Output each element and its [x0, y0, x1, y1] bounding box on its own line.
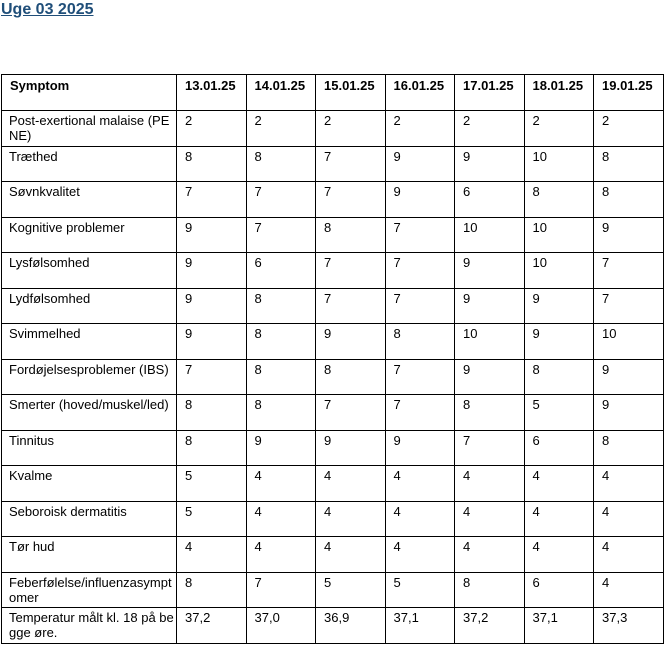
score-cell: 10	[455, 217, 525, 253]
score-cell: 7	[246, 572, 316, 608]
score-cell: 5	[385, 572, 455, 608]
table-row	[2, 430, 664, 466]
score-cell: 7	[246, 217, 316, 253]
score-cell: 9	[177, 253, 247, 289]
score-cell: 6	[524, 430, 594, 466]
symptom-name-cell: Seboroisk dermatitis	[2, 501, 177, 537]
score-cell: 8	[246, 324, 316, 360]
header-date: 19.01.25	[594, 75, 664, 111]
score-cell: 36,9	[316, 608, 386, 644]
symptom-name-cell: Træthed	[2, 146, 177, 182]
symptom-name-cell: Temperatur målt kl. 18 på begge øre.	[2, 608, 177, 644]
score-cell: 10	[455, 324, 525, 360]
score-cell: 37,1	[385, 608, 455, 644]
table-row	[2, 395, 664, 431]
score-cell: 9	[385, 146, 455, 182]
score-cell: 7	[316, 288, 386, 324]
score-cell: 4	[455, 537, 525, 573]
table-body	[2, 111, 664, 644]
score-cell: 8	[524, 359, 594, 395]
score-cell: 4	[455, 501, 525, 537]
table-row	[2, 608, 664, 644]
symptom-name-cell: Kognitive problemer	[2, 217, 177, 253]
score-cell: 8	[177, 572, 247, 608]
score-cell: 2	[594, 111, 664, 147]
score-cell: 9	[594, 395, 664, 431]
symptom-name-cell: Kvalme	[2, 466, 177, 502]
table-row	[2, 466, 664, 502]
week-title: Uge 03 2025	[1, 1, 94, 18]
score-cell: 9	[524, 288, 594, 324]
score-cell: 2	[246, 111, 316, 147]
table-row	[2, 111, 664, 147]
table-row	[2, 217, 664, 253]
symptom-name-cell: Lydfølsomhed	[2, 288, 177, 324]
score-cell: 37,2	[177, 608, 247, 644]
score-cell: 9	[316, 430, 386, 466]
score-cell: 6	[455, 182, 525, 218]
score-cell: 4	[246, 537, 316, 573]
score-cell: 8	[246, 359, 316, 395]
score-cell: 9	[246, 430, 316, 466]
score-cell: 8	[316, 217, 386, 253]
score-cell: 4	[594, 537, 664, 573]
score-cell: 8	[594, 430, 664, 466]
score-cell: 7	[594, 288, 664, 324]
score-cell: 9	[455, 146, 525, 182]
score-cell: 7	[385, 253, 455, 289]
score-cell: 8	[316, 359, 386, 395]
score-cell: 4	[524, 537, 594, 573]
score-cell: 8	[594, 146, 664, 182]
score-cell: 7	[385, 288, 455, 324]
score-cell: 8	[177, 395, 247, 431]
score-cell: 7	[385, 217, 455, 253]
score-cell: 10	[524, 217, 594, 253]
table-header-row	[2, 75, 664, 111]
score-cell: 4	[385, 501, 455, 537]
header-date: 15.01.25	[316, 75, 386, 111]
score-cell: 8	[177, 146, 247, 182]
score-cell: 7	[385, 395, 455, 431]
score-cell: 8	[385, 324, 455, 360]
score-cell: 4	[385, 537, 455, 573]
score-cell: 5	[524, 395, 594, 431]
table-row	[2, 359, 664, 395]
symptom-name-cell: Post-exertional malaise (PENE)	[2, 111, 177, 147]
symptom-name-cell: Tinnitus	[2, 430, 177, 466]
score-cell: 7	[594, 253, 664, 289]
score-cell: 4	[524, 501, 594, 537]
score-cell: 7	[316, 395, 386, 431]
score-cell: 4	[594, 501, 664, 537]
header-date: 18.01.25	[524, 75, 594, 111]
table-row	[2, 537, 664, 573]
score-cell: 6	[246, 253, 316, 289]
score-cell: 7	[177, 182, 247, 218]
symptom-name-cell: Tør hud	[2, 537, 177, 573]
table-row	[2, 288, 664, 324]
score-cell: 10	[594, 324, 664, 360]
score-cell: 8	[455, 572, 525, 608]
score-cell: 2	[385, 111, 455, 147]
score-cell: 7	[246, 182, 316, 218]
header-date: 16.01.25	[385, 75, 455, 111]
score-cell: 9	[455, 359, 525, 395]
score-cell: 4	[594, 572, 664, 608]
score-cell: 4	[316, 501, 386, 537]
score-cell: 9	[385, 430, 455, 466]
score-cell: 9	[177, 288, 247, 324]
score-cell: 4	[594, 466, 664, 502]
symptom-name-cell: Lysfølsomhed	[2, 253, 177, 289]
score-cell: 8	[455, 395, 525, 431]
score-cell: 8	[177, 430, 247, 466]
score-cell: 37,2	[455, 608, 525, 644]
score-cell: 9	[594, 359, 664, 395]
score-cell: 4	[455, 466, 525, 502]
score-cell: 9	[385, 182, 455, 218]
symptom-name-cell: Søvnkvalitet	[2, 182, 177, 218]
table-row	[2, 182, 664, 218]
score-cell: 4	[177, 537, 247, 573]
score-cell: 7	[177, 359, 247, 395]
score-cell: 4	[246, 501, 316, 537]
table-row	[2, 146, 664, 182]
header-date: 14.01.25	[246, 75, 316, 111]
score-cell: 10	[524, 253, 594, 289]
score-cell: 2	[524, 111, 594, 147]
score-cell: 4	[385, 466, 455, 502]
table-row	[2, 501, 664, 537]
score-cell: 9	[316, 324, 386, 360]
score-cell: 5	[177, 466, 247, 502]
score-cell: 4	[316, 537, 386, 573]
score-cell: 8	[246, 395, 316, 431]
score-cell: 2	[316, 111, 386, 147]
score-cell: 9	[455, 288, 525, 324]
score-cell: 4	[316, 466, 386, 502]
score-cell: 4	[246, 466, 316, 502]
score-cell: 7	[316, 182, 386, 218]
score-cell: 6	[524, 572, 594, 608]
score-cell: 5	[316, 572, 386, 608]
score-cell: 37,3	[594, 608, 664, 644]
table-row	[2, 253, 664, 289]
score-cell: 9	[524, 324, 594, 360]
score-cell: 9	[177, 217, 247, 253]
score-cell: 8	[246, 146, 316, 182]
score-cell: 37,1	[524, 608, 594, 644]
table-row	[2, 324, 664, 360]
symptom-name-cell: Smerter (hoved/muskel/led)	[2, 395, 177, 431]
score-cell: 9	[455, 253, 525, 289]
score-cell: 7	[316, 253, 386, 289]
symptom-name-cell: Feberfølelse/influenzasymptomer	[2, 572, 177, 608]
score-cell: 7	[316, 146, 386, 182]
score-cell: 5	[177, 501, 247, 537]
score-cell: 7	[455, 430, 525, 466]
score-cell: 7	[385, 359, 455, 395]
score-cell: 10	[524, 146, 594, 182]
score-cell: 8	[246, 288, 316, 324]
score-cell: 9	[594, 217, 664, 253]
table-row	[2, 572, 664, 608]
header-date: 17.01.25	[455, 75, 525, 111]
header-date: 13.01.25	[177, 75, 247, 111]
header-symptom: Symptom	[2, 75, 177, 111]
symptom-name-cell: Svimmelhed	[2, 324, 177, 360]
score-cell: 8	[594, 182, 664, 218]
score-cell: 2	[455, 111, 525, 147]
score-cell: 8	[524, 182, 594, 218]
score-cell: 9	[177, 324, 247, 360]
score-cell: 37,0	[246, 608, 316, 644]
symptom-table	[1, 74, 664, 644]
score-cell: 2	[177, 111, 247, 147]
symptom-name-cell: Fordøjelsesproblemer (IBS)	[2, 359, 177, 395]
score-cell: 4	[524, 466, 594, 502]
